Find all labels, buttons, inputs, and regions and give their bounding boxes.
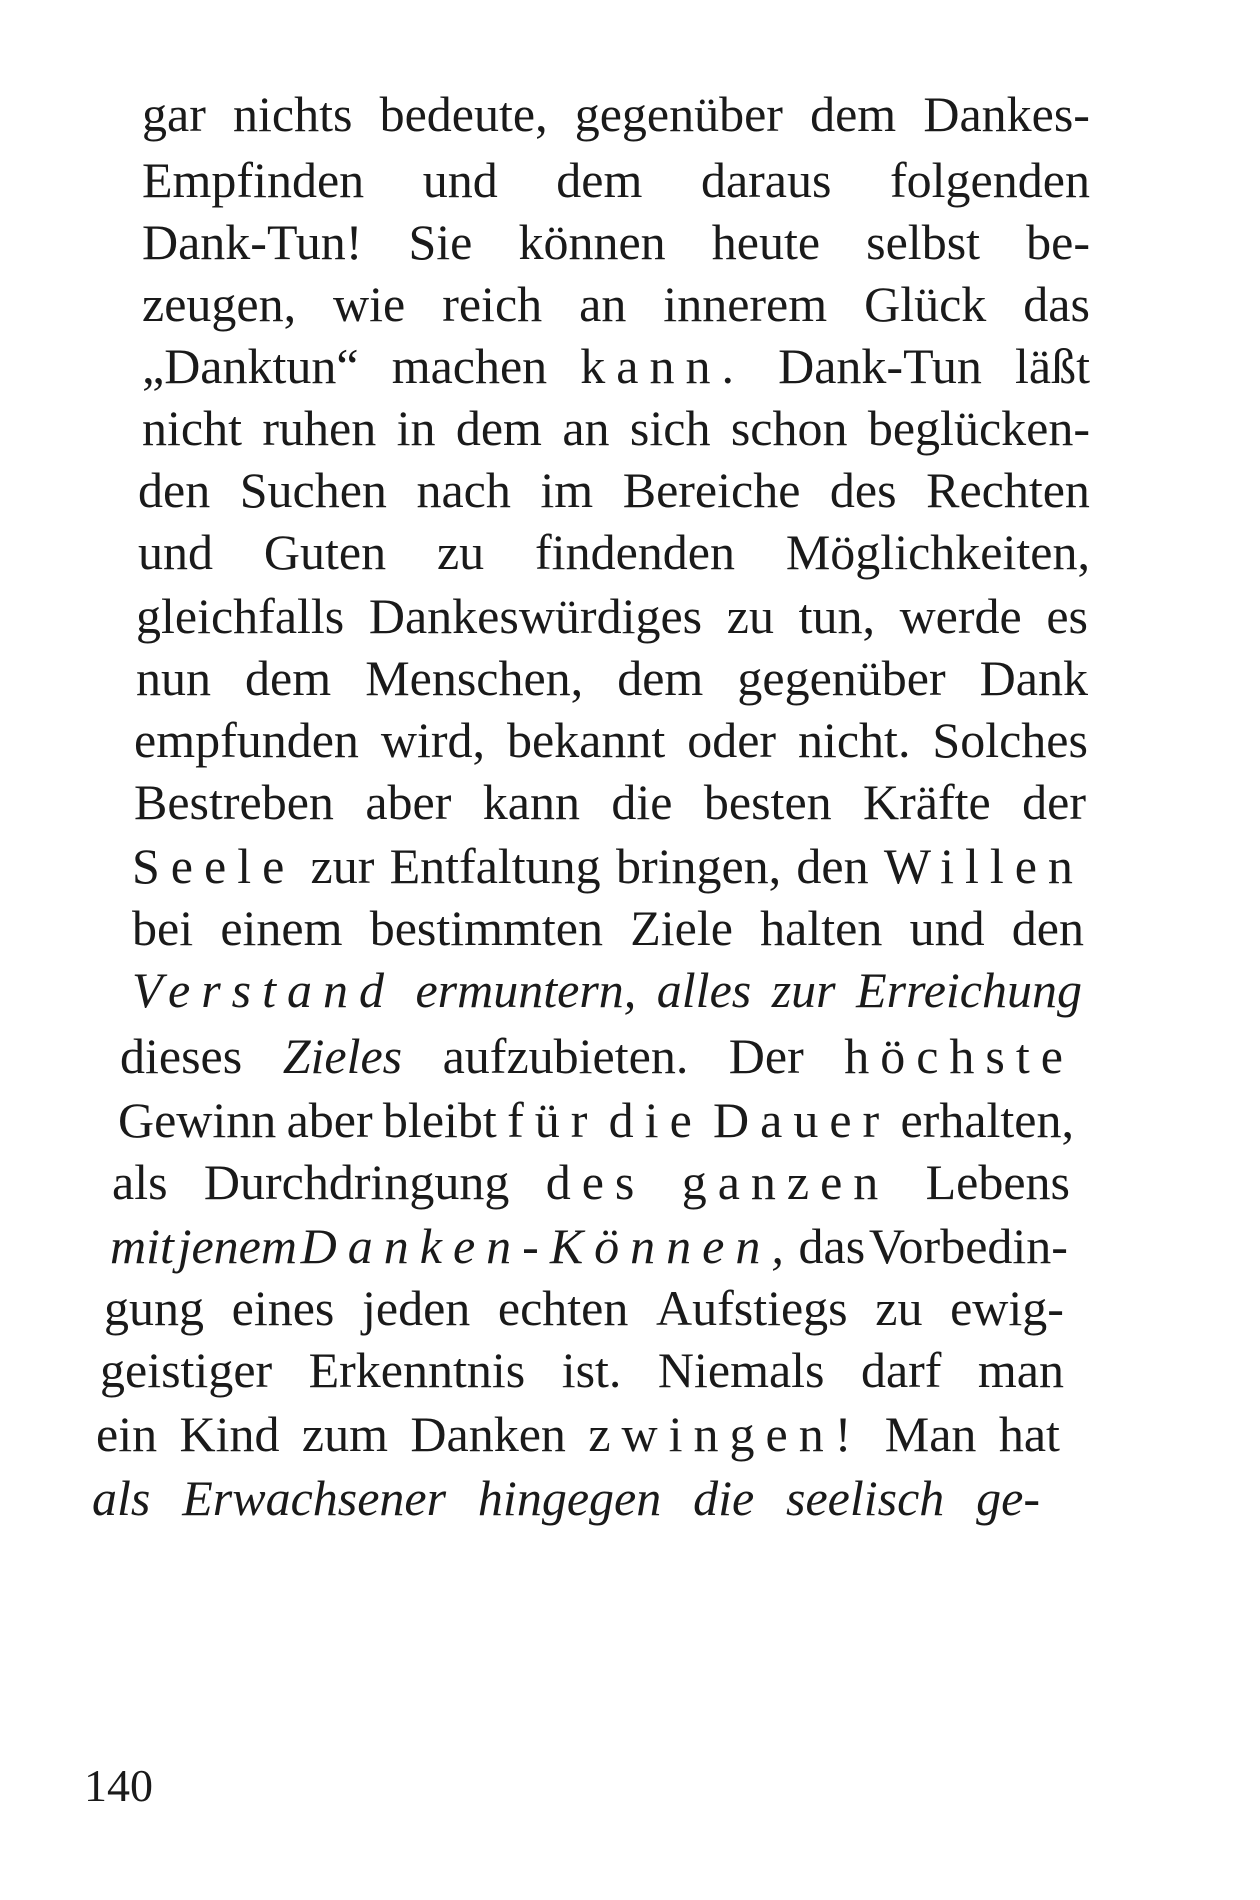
word: bekannt [506,712,666,768]
word: kann. [580,338,745,394]
word: Entfaltung [389,838,601,894]
word: oder [687,712,777,768]
word: ganzen [681,1154,890,1210]
word: Dankes- [923,86,1090,142]
word: zeugen, [142,276,297,332]
word: Zieles [282,1028,403,1084]
word: Erkenntnis [308,1342,526,1398]
text-line [118,1090,1074,1150]
word: Menschen, [365,650,584,706]
word: dem [810,86,897,142]
word: machen [391,338,548,394]
word: empfunden [134,712,359,768]
word: nun [136,650,211,706]
word: die [608,1092,703,1148]
word: Kind [179,1406,280,1462]
word: hat [998,1406,1060,1462]
word: dem [556,152,643,208]
word: nichts [233,86,353,142]
word: dem [245,650,332,706]
word: Lebens [925,1154,1070,1210]
word: Aufstiegs [655,1280,848,1336]
word: an [579,276,627,332]
word: Verstand [132,962,395,1018]
word: des [829,462,897,518]
word: an [562,400,610,456]
word: Gewinn [118,1092,277,1148]
word: ein [96,1406,158,1462]
word: selbst [866,214,981,270]
word: nach [416,462,511,518]
word: zum [301,1406,388,1462]
word: gar [142,86,206,142]
word: nicht [142,400,242,456]
word: Ziele [630,900,733,956]
word: bestimmten [369,900,604,956]
word: Dank-Tun [778,338,982,394]
text-line [120,1026,1074,1086]
word: Guten [263,524,387,580]
word: gegenüber [574,86,783,142]
word: darf [860,1342,942,1398]
word: bedeute, [379,86,548,142]
word: heute [711,214,821,270]
word: Der [728,1028,804,1084]
text-line [132,960,1082,1020]
word: gleichfalls [136,588,345,644]
word: Dauer [713,1092,891,1148]
word: Erwachsener [182,1470,447,1526]
word: ermuntern, [415,962,637,1018]
text-line [142,150,1090,210]
word: die [611,774,673,830]
word: läßt [1015,338,1090,394]
text-line [138,522,1090,582]
text-line [136,648,1088,708]
word: Dank-Tun! [142,214,363,270]
word: gegenüber [737,650,946,706]
word: gung [104,1280,204,1336]
word: Möglichkeiten, [785,524,1090,580]
word: geistiger [100,1342,273,1398]
word: kann [482,774,580,830]
word: jenem [177,1218,297,1274]
word: alles [656,962,752,1018]
word: beglücken- [867,400,1090,456]
word: erhalten, [900,1092,1074,1148]
word: zu [726,588,774,644]
word: und [138,524,213,580]
word: ewig- [950,1280,1064,1336]
text-line [110,1216,1068,1276]
word: Seele [132,838,296,894]
word: für [507,1092,599,1148]
word: bleibt [382,1092,497,1148]
word: Sie [408,214,473,270]
word: im [540,462,594,518]
word: Glück [864,276,987,332]
word: und [909,900,985,956]
word: be- [1026,214,1090,270]
text-line [136,586,1088,646]
word: wie [333,276,406,332]
word: eines [231,1280,335,1336]
word: Bereiche [622,462,801,518]
text-line [96,1404,1060,1464]
word: werde [899,588,1022,644]
word: Solches [932,712,1088,768]
word: Kräfte [863,774,991,830]
word: und [422,152,498,208]
word: dem [455,400,542,456]
word: echten [497,1280,629,1336]
word: Bestreben [134,774,334,830]
word: zu [875,1280,923,1336]
word: das [1023,276,1090,332]
word: Empfinden [142,152,365,208]
word: den [1011,900,1084,956]
word: dem [617,650,704,706]
text-line [142,274,1090,334]
word: reich [442,276,543,332]
page-number: 140 [84,1760,153,1811]
word: zu [436,524,485,580]
word: das [798,1218,866,1274]
word: nicht. [797,712,911,768]
text-line [134,772,1086,832]
word: Niemals [657,1342,825,1398]
word: Danken-Können, [300,1218,795,1274]
word: Man [884,1406,977,1462]
word: als [112,1154,168,1210]
text-line [142,398,1090,458]
word: Vorbedin- [868,1218,1068,1274]
text-line [132,836,1084,896]
word: zur [771,962,836,1018]
word: es [1046,588,1088,644]
word: Suchen [239,462,387,518]
word: aber [286,1092,373,1148]
word: Dankeswürdiges [368,588,703,644]
word: daraus [700,152,832,208]
word: des [545,1154,646,1210]
word: wird, [380,712,486,768]
word: Rechten [926,462,1090,518]
word: besten [703,774,832,830]
word: man [977,1342,1064,1398]
word: Erreichung [856,962,1082,1018]
word: tun, [798,588,875,644]
text-line [104,1278,1064,1338]
word: Dank [979,650,1088,706]
text-line [142,84,1090,144]
word: bringen, [615,838,782,894]
word: den [138,462,211,518]
word: Durchdringung [203,1154,510,1210]
word: zur [310,838,375,894]
word: den [796,838,869,894]
word: der [1022,774,1086,830]
word: hingegen [477,1470,662,1526]
word: können [518,214,666,270]
word: einem [220,900,343,956]
word: die [693,1470,755,1526]
word: ist. [561,1342,622,1398]
text-line [92,1468,1040,1528]
word: ge- [976,1470,1040,1526]
word: als [92,1470,151,1526]
word: Danken [410,1406,566,1462]
text-line [100,1340,1064,1400]
word: Willen [883,838,1084,894]
text-line [112,1152,1070,1212]
word: ruhen [262,400,377,456]
word: schon [730,400,848,456]
word: „Danktun“ [142,338,359,394]
text-line [134,710,1088,770]
word: innerem [663,276,828,332]
text-line [132,898,1084,958]
word: aufzubieten. [442,1028,689,1084]
word: sich [629,400,711,456]
word: bei [132,900,194,956]
word: in [396,400,436,456]
word: zwingen! [588,1406,863,1462]
word: folgenden [890,152,1090,208]
word: jeden [361,1280,471,1336]
word: seelisch [786,1470,945,1526]
word: aber [365,774,452,830]
word: dieses [120,1028,243,1084]
word: höchste [844,1028,1074,1084]
word: halten [760,900,883,956]
word: mit [110,1218,174,1274]
text-line [142,212,1090,272]
text-line [142,336,1090,396]
word: findenden [535,524,735,580]
text-line [138,460,1090,520]
